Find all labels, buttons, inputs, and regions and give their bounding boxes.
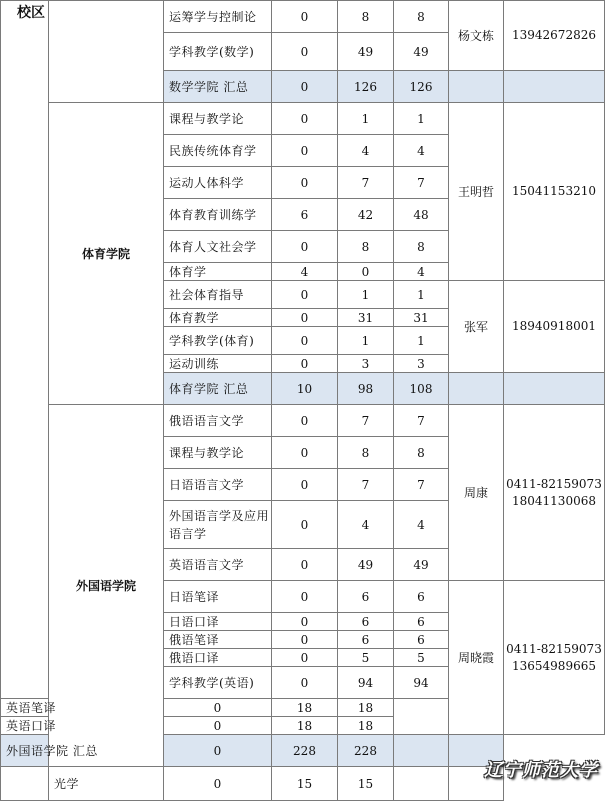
count-total: 49: [394, 549, 449, 581]
count-total: 7: [394, 469, 449, 501]
count-a: 4: [272, 263, 338, 281]
count-total: 1: [394, 103, 449, 135]
count-a: 0: [272, 135, 338, 167]
count-total: 108: [394, 373, 449, 405]
major-name: 民族传统体育学: [164, 135, 272, 167]
major-name: 课程与教学论: [164, 103, 272, 135]
contact-person: 周晓霞: [449, 581, 504, 735]
university-watermark: 辽宁师范大学: [484, 760, 598, 781]
count-total: 7: [394, 405, 449, 437]
count-total: 4: [394, 135, 449, 167]
count-total: 1: [394, 281, 449, 309]
summary-label: 外国语学院 汇总: [1, 735, 49, 767]
count-b: 8: [338, 437, 394, 469]
major-name: 俄语口译: [164, 649, 272, 667]
count-total: 6: [394, 613, 449, 631]
count-b: 0: [338, 263, 394, 281]
college-name-pe: 体育学院: [49, 103, 164, 405]
major-name: 俄语语言文学: [164, 405, 272, 437]
count-total: 94: [394, 667, 449, 699]
count-total: 31: [394, 309, 449, 327]
contact-person: 周康: [449, 405, 504, 581]
contact-phone: 18940918001: [504, 281, 605, 373]
count-a: 0: [164, 717, 272, 735]
major-name: 英语语言文学: [164, 549, 272, 581]
count-a: 0: [272, 501, 338, 549]
count-b: 1: [338, 103, 394, 135]
major-name: 日语笔译: [164, 581, 272, 613]
count-a: 0: [164, 767, 272, 801]
count-a: 10: [272, 373, 338, 405]
count-b: 3: [338, 355, 394, 373]
count-a: 0: [272, 405, 338, 437]
contact-person: 杨文栋: [449, 1, 504, 71]
major-name: 体育教育训练学: [164, 199, 272, 231]
count-a: 0: [272, 167, 338, 199]
count-b: 7: [338, 469, 394, 501]
summary-label: 数学学院 汇总: [164, 71, 272, 103]
count-a: 0: [164, 735, 272, 767]
count-a: 0: [272, 667, 338, 699]
count-total: 49: [394, 33, 449, 71]
major-name: 光学: [49, 767, 164, 801]
major-name: 体育教学: [164, 309, 272, 327]
count-b: 49: [338, 549, 394, 581]
major-name: 英语口译: [1, 717, 49, 735]
count-b: 31: [338, 309, 394, 327]
count-total: 8: [394, 231, 449, 263]
major-name: 英语笔译: [1, 699, 49, 717]
count-a: 0: [272, 231, 338, 263]
count-total: 3: [394, 355, 449, 373]
blank-cell: [449, 373, 504, 405]
count-total: 8: [394, 1, 449, 33]
count-b: 98: [338, 373, 394, 405]
blank-cell: [394, 735, 449, 767]
contact-person: 王明哲: [449, 103, 504, 281]
blank-cell: [449, 71, 504, 103]
major-name: 体育学: [164, 263, 272, 281]
count-total: 18: [338, 717, 394, 735]
count-total: 5: [394, 649, 449, 667]
count-b: 7: [338, 167, 394, 199]
count-a: 0: [272, 327, 338, 355]
count-b: 5: [338, 649, 394, 667]
count-b: 6: [338, 613, 394, 631]
count-total: 7: [394, 167, 449, 199]
contact-phone: 15041153210: [504, 103, 605, 281]
count-a: 0: [272, 469, 338, 501]
count-a: 0: [272, 631, 338, 649]
count-a: 0: [272, 33, 338, 71]
count-b: 126: [338, 71, 394, 103]
count-b: 1: [338, 281, 394, 309]
count-a: 0: [272, 1, 338, 33]
count-b: 49: [338, 33, 394, 71]
count-total: 18: [338, 699, 394, 717]
major-name: 俄语笔译: [164, 631, 272, 649]
count-a: 0: [272, 437, 338, 469]
count-a: 0: [272, 71, 338, 103]
major-name: 学科教学(英语): [164, 667, 272, 699]
count-b: 6: [338, 581, 394, 613]
count-b: 7: [338, 405, 394, 437]
college-cell-math: [49, 1, 164, 103]
count-total: 6: [394, 631, 449, 649]
count-a: 0: [272, 281, 338, 309]
count-b: 4: [338, 501, 394, 549]
college-cell-next: [1, 767, 49, 801]
count-a: 0: [272, 613, 338, 631]
table-row: [1, 1, 605, 33]
major-name: 运动训练: [164, 355, 272, 373]
contact-person: 张军: [449, 281, 504, 373]
count-b: 1: [338, 327, 394, 355]
count-b: 42: [338, 199, 394, 231]
count-a: 0: [272, 581, 338, 613]
major-name: 日语口译: [164, 613, 272, 631]
major-name: 日语语言文学: [164, 469, 272, 501]
count-total: 228: [338, 735, 394, 767]
count-b: 6: [338, 631, 394, 649]
count-total: 4: [394, 501, 449, 549]
count-a: 0: [272, 103, 338, 135]
count-b: 94: [338, 667, 394, 699]
major-name: 社会体育指导: [164, 281, 272, 309]
major-name: 学科教学(体育): [164, 327, 272, 355]
table-row: [1, 103, 605, 135]
blank-cell: [504, 373, 605, 405]
count-b: 18: [272, 699, 338, 717]
table-row: [1, 405, 605, 437]
count-a: 0: [272, 355, 338, 373]
count-a: 0: [164, 699, 272, 717]
major-name: 课程与教学论: [164, 437, 272, 469]
count-b: 8: [338, 1, 394, 33]
major-name: 体育人文社会学: [164, 231, 272, 263]
campus-cell: 校区: [1, 1, 49, 699]
college-name-fl: 外国语学院: [49, 405, 164, 767]
contact-phone: 13942672826: [504, 1, 605, 71]
major-name: 运动人体科学: [164, 167, 272, 199]
summary-label: 体育学院 汇总: [164, 373, 272, 405]
count-b: 8: [338, 231, 394, 263]
count-total: 48: [394, 199, 449, 231]
count-b: 228: [272, 735, 338, 767]
count-total: 126: [394, 71, 449, 103]
contact-person: [394, 767, 449, 801]
major-name: 学科教学(数学): [164, 33, 272, 71]
count-a: 6: [272, 199, 338, 231]
count-total: 1: [394, 327, 449, 355]
count-total: 15: [338, 767, 394, 801]
count-total: 8: [394, 437, 449, 469]
blank-cell: [504, 71, 605, 103]
count-total: 6: [394, 581, 449, 613]
count-a: 0: [272, 309, 338, 327]
count-b: 15: [272, 767, 338, 801]
contact-phone: 0411-82159073 18041130068: [504, 405, 605, 581]
count-a: 0: [272, 649, 338, 667]
major-name: 外国语言学及应用语言学: [164, 501, 272, 549]
contact-phone: 0411-82159073 13654989665: [504, 581, 605, 735]
count-b: 18: [272, 717, 338, 735]
count-b: 4: [338, 135, 394, 167]
major-name: 运筹学与控制论: [164, 1, 272, 33]
count-a: 0: [272, 549, 338, 581]
count-total: 4: [394, 263, 449, 281]
